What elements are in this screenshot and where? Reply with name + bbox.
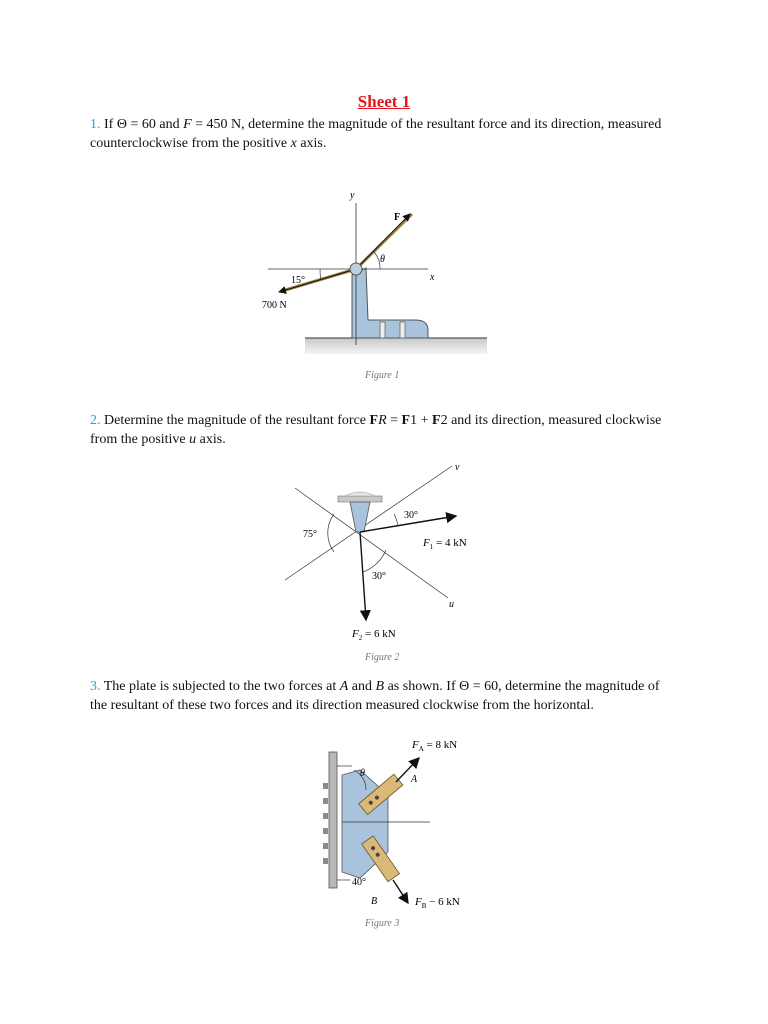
x-label: x bbox=[430, 272, 435, 283]
wall-plate bbox=[329, 752, 337, 888]
figure-1-caption: Figure 1 bbox=[365, 370, 400, 381]
force-fb-arrow bbox=[393, 880, 408, 903]
point-b-label: B bbox=[371, 896, 378, 907]
fa-label: $F_A = 8$ kN bbox=[412, 739, 458, 753]
angle-75: 75° bbox=[303, 529, 317, 540]
ceiling-mount bbox=[338, 496, 382, 502]
theta-label: θ bbox=[380, 254, 385, 265]
force-700n-label: 700 N bbox=[262, 300, 287, 311]
bolts bbox=[323, 783, 328, 864]
figure-3-caption: Figure 3 bbox=[365, 918, 400, 929]
angle-40-label: 40° bbox=[352, 877, 366, 888]
figure-2-caption: Figure 2 bbox=[365, 652, 400, 663]
force-f2-arrow bbox=[360, 532, 366, 620]
pin bbox=[350, 263, 362, 275]
question-number: 3. bbox=[90, 679, 101, 694]
question-number: 2. bbox=[90, 413, 101, 428]
bracket bbox=[352, 268, 428, 338]
fb-label: $F_B - 6$ kN bbox=[415, 896, 460, 910]
f2-label: $F_2 = 6$ kN bbox=[352, 628, 396, 642]
f-label: F bbox=[394, 212, 401, 223]
support-block bbox=[350, 502, 370, 532]
u-label: u bbox=[449, 599, 454, 610]
angle-30-bottom: 30° bbox=[372, 571, 386, 582]
ground bbox=[305, 338, 487, 354]
point-a-label: A bbox=[411, 774, 418, 785]
v-label: v bbox=[455, 462, 460, 473]
question-1: 1. If Θ = 60 and F = 450 N, determine the magnitude of the resultant force and its direction, measured counterclockwise from the positive x axis. bbox=[90, 117, 662, 151]
theta-label: θ bbox=[360, 768, 365, 779]
v-axis bbox=[285, 466, 452, 580]
question-number: 1. bbox=[90, 117, 101, 132]
angle-15-label: 15° bbox=[291, 275, 305, 286]
sheet-title: Sheet 1 bbox=[357, 92, 411, 111]
question-2: 2. Determine the magnitude of the resultant force FR = F1 + F2 and its direction, measured clockwise from the positive u axis. bbox=[90, 413, 662, 447]
question-3: 3. The plate is subjected to the two forces at A and B as shown. If Θ = 60, determine the magnitude of the resultant of these two forces and its direction measured clockwise from the horizontal. bbox=[90, 679, 660, 713]
f1-label: $F_1 = 4$ kN bbox=[423, 537, 467, 551]
y-label: y bbox=[350, 190, 355, 201]
angle-30-top: 30° bbox=[404, 510, 418, 521]
